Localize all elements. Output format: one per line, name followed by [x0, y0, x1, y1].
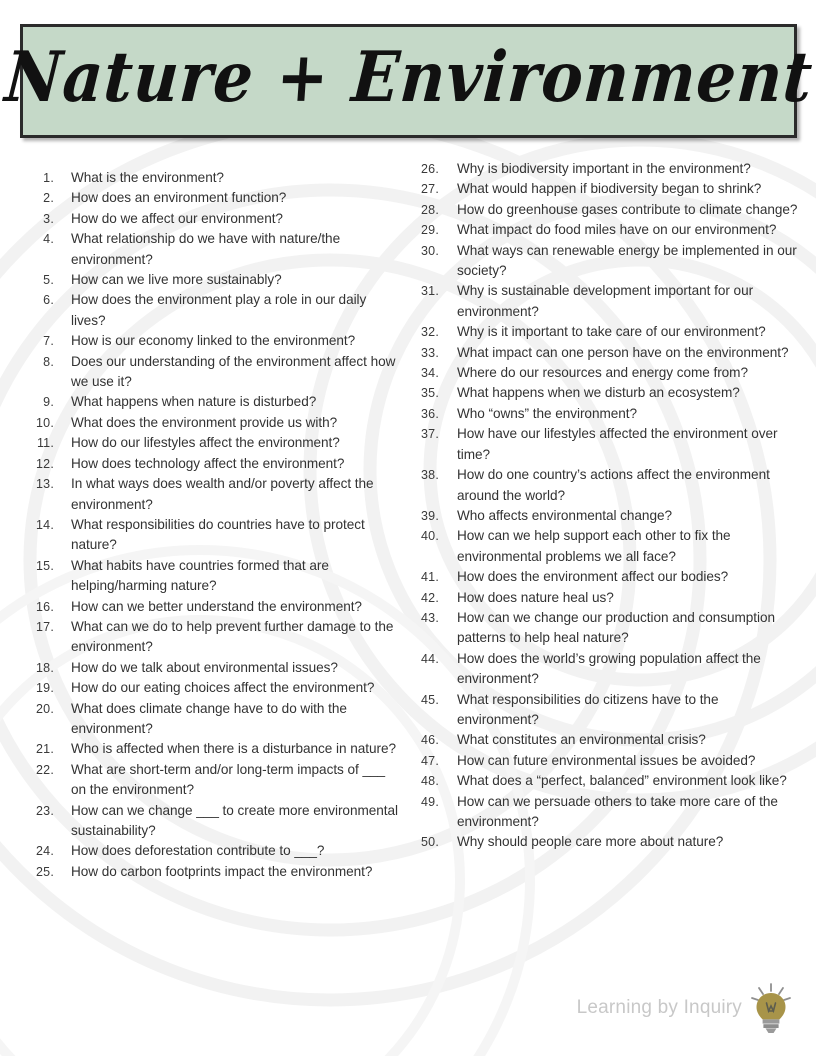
question-number: 22.: [36, 762, 54, 777]
question-item: [28, 678, 400, 698]
question-number: 34.: [421, 366, 439, 381]
question-text: What does a “perfect, balanced” environment look like?: [457, 773, 787, 789]
question-item: [412, 751, 802, 771]
question-item: [412, 649, 802, 690]
question-number: 35.: [421, 386, 439, 401]
question-number: 41.: [421, 570, 439, 585]
question-text: How do we talk about environmental issues?: [71, 659, 338, 675]
question-text: How do one country’s actions affect the environment around the world?: [457, 467, 770, 503]
question-item: [28, 658, 400, 678]
question-number: 17.: [36, 619, 54, 634]
question-item: [412, 383, 802, 403]
question-number: 38.: [421, 468, 439, 483]
question-text: What happens when we disturb an ecosystem?: [457, 385, 740, 401]
question-text: What habits have countries formed that are helping/harming nature?: [71, 557, 329, 594]
question-item: [412, 792, 802, 833]
question-text: What impact can one person have on the environment?: [457, 344, 789, 360]
question-item: [412, 771, 802, 791]
question-item: [28, 841, 400, 861]
question-number: 15.: [36, 558, 54, 573]
question-number: 5.: [43, 273, 54, 288]
question-text: Who affects environmental change?: [457, 507, 672, 523]
question-text: Who “owns” the environment?: [457, 405, 637, 421]
question-text: How does nature heal us?: [457, 589, 614, 605]
question-item: [28, 760, 400, 801]
question-text: What are short-term and/or long-term impacts of ___ on the environment?: [71, 761, 386, 798]
question-item: [412, 506, 802, 526]
question-text: How do carbon footprints impact the environment?: [71, 863, 373, 879]
question-number: 28.: [421, 202, 439, 217]
question-number: 19.: [36, 681, 54, 696]
question-item: [28, 209, 400, 229]
lightbulb-icon: [750, 982, 792, 1034]
question-number: 33.: [421, 345, 439, 360]
question-text: What responsibilities do citizens have to the environment?: [457, 691, 719, 727]
question-text: How do greenhouse gases contribute to climate change?: [457, 201, 798, 217]
question-column-right: [412, 161, 802, 853]
question-item: [28, 474, 400, 515]
question-item: [412, 588, 802, 608]
question-item: [412, 690, 802, 731]
question-item: [412, 241, 802, 282]
question-item: [28, 270, 400, 290]
question-text: How does an environment function?: [71, 190, 287, 206]
question-item: [412, 363, 802, 383]
question-item: [28, 168, 400, 188]
question-item: [28, 433, 400, 453]
footer-brand: [577, 982, 792, 1034]
question-item: [28, 413, 400, 433]
question-text: What happens when nature is disturbed?: [71, 394, 317, 410]
question-number: 30.: [421, 243, 439, 258]
page-title: Nature + Environment: [2, 36, 816, 118]
question-item: [28, 617, 400, 658]
question-number: 42.: [421, 590, 439, 605]
question-text: What can we do to help prevent further damage to the environment?: [71, 618, 394, 655]
question-list-left: [28, 168, 400, 882]
question-text: What impact do food miles have on our environment?: [457, 222, 777, 238]
question-text: Why is sustainable development important for our environment?: [457, 283, 754, 319]
question-text: What would happen if biodiversity began to shrink?: [457, 181, 762, 197]
question-number: 31.: [421, 284, 439, 299]
question-number: 36.: [421, 406, 439, 421]
question-list-right: [412, 159, 802, 853]
question-text: How do our eating choices affect the environment?: [71, 680, 375, 696]
question-number: 20.: [36, 701, 54, 716]
question-item: [28, 862, 400, 882]
question-item: [28, 739, 400, 759]
question-number: 37.: [421, 427, 439, 442]
question-number: 43.: [421, 610, 439, 625]
question-number: 13.: [36, 477, 54, 492]
question-number: 26.: [421, 162, 439, 176]
question-number: 45.: [421, 692, 439, 707]
question-text: How does the environment play a role in our daily lives?: [71, 292, 367, 328]
question-text: What ways can renewable energy be implemented in our society?: [457, 242, 797, 279]
question-text: How can we better understand the environment?: [71, 598, 362, 614]
question-number: 16.: [36, 599, 54, 614]
question-number: 10.: [36, 415, 54, 430]
question-text: How can future environmental issues be avoided?: [457, 752, 756, 768]
question-item: [28, 331, 400, 351]
brand-name: Learning by Inquiry: [576, 997, 742, 1018]
question-item: [412, 567, 802, 587]
question-item: [412, 343, 802, 363]
question-number: 47.: [421, 753, 439, 768]
question-item: [28, 392, 400, 412]
question-number: 1.: [43, 171, 54, 185]
question-text: What responsibilities do countries have to protect nature?: [71, 516, 365, 553]
question-text: How does deforestation contribute to ___?: [71, 843, 325, 859]
question-item: [412, 322, 802, 342]
question-number: 39.: [421, 508, 439, 523]
question-item: [412, 424, 802, 465]
question-number: 25.: [36, 864, 54, 879]
question-number: 49.: [421, 794, 439, 809]
question-number: 27.: [421, 182, 439, 197]
question-text: How does technology affect the environment?: [71, 455, 345, 471]
question-text: What does the environment provide us with?: [71, 414, 338, 430]
question-item: [28, 801, 400, 842]
question-text: What relationship do we have with nature/the environment?: [71, 231, 341, 267]
question-text: What is the environment?: [71, 170, 224, 185]
question-number: 50.: [421, 835, 439, 850]
question-text: In what ways does wealth and/or poverty affect the environment?: [71, 476, 374, 512]
question-text: How can we live more sustainably?: [71, 272, 282, 288]
question-item: [412, 730, 802, 750]
question-number: 46.: [421, 733, 439, 748]
question-item: [412, 179, 802, 199]
question-item: [412, 281, 802, 322]
question-number: 44.: [421, 651, 439, 666]
question-number: 23.: [36, 803, 54, 818]
question-item: [28, 352, 400, 393]
question-text: Where do our resources and energy come from?: [457, 365, 748, 381]
question-number: 11.: [36, 436, 54, 451]
question-number: 4.: [43, 232, 54, 247]
question-item: [412, 159, 802, 179]
question-item: [412, 200, 802, 220]
question-text: How do our lifestyles affect the environment?: [71, 435, 340, 451]
question-text: How can we persuade others to take more care of the environment?: [457, 793, 778, 829]
question-number: 48.: [421, 774, 439, 789]
question-text: Why should people care more about nature?: [457, 834, 724, 850]
question-item: [28, 229, 400, 270]
question-text: How does the environment affect our bodies?: [457, 569, 729, 585]
question-item: [412, 404, 802, 424]
question-text: How can we change our production and consumption patterns to help heal nature?: [457, 609, 776, 646]
question-item: [412, 465, 802, 506]
question-text: How does the world’s growing population affect the environment?: [457, 650, 761, 687]
question-item: [28, 290, 400, 331]
question-item: [28, 597, 400, 617]
question-number: 29.: [421, 223, 439, 238]
question-number: 8.: [43, 354, 54, 369]
question-number: 18.: [36, 660, 54, 675]
question-text: How can we help support each other to fix the environmental problems we all face?: [457, 528, 731, 564]
question-text: How is our economy linked to the environment?: [71, 333, 356, 349]
question-number: 7.: [43, 334, 54, 349]
question-number: 21.: [36, 742, 54, 757]
question-number: 12.: [36, 456, 54, 471]
question-text: Does our understanding of the environment affect how we use it?: [71, 353, 396, 390]
question-text: What does climate change have to do with the environment?: [71, 700, 347, 736]
question-text: Who is affected when there is a disturbance in nature?: [71, 741, 397, 757]
question-item: [28, 454, 400, 474]
question-number: 32.: [421, 325, 439, 340]
question-number: 6.: [43, 293, 54, 308]
question-column-left: [28, 168, 400, 882]
question-item: [28, 556, 400, 597]
question-item: [28, 699, 400, 740]
question-item: [412, 608, 802, 649]
question-item: [412, 526, 802, 567]
question-number: 24.: [36, 844, 54, 859]
question-text: What constitutes an environmental crisis?: [457, 732, 706, 748]
question-text: How do we affect our environment?: [71, 210, 283, 226]
question-item: [412, 220, 802, 240]
question-number: 3.: [43, 211, 54, 226]
question-text: How can we change ___ to create more environmental sustainability?: [71, 802, 398, 838]
question-number: 40.: [421, 529, 439, 544]
header-banner: [2, 24, 816, 138]
question-text: Why is biodiversity important in the environment?: [457, 161, 751, 176]
question-number: 9.: [43, 395, 54, 410]
question-item: [412, 832, 802, 852]
question-number: 14.: [36, 517, 54, 532]
question-item: [28, 188, 400, 208]
question-item: [28, 515, 400, 556]
question-text: How have our lifestyles affected the environment over time?: [457, 426, 778, 462]
question-number: 2.: [43, 191, 54, 206]
question-text: Why is it important to take care of our environment?: [457, 324, 766, 340]
